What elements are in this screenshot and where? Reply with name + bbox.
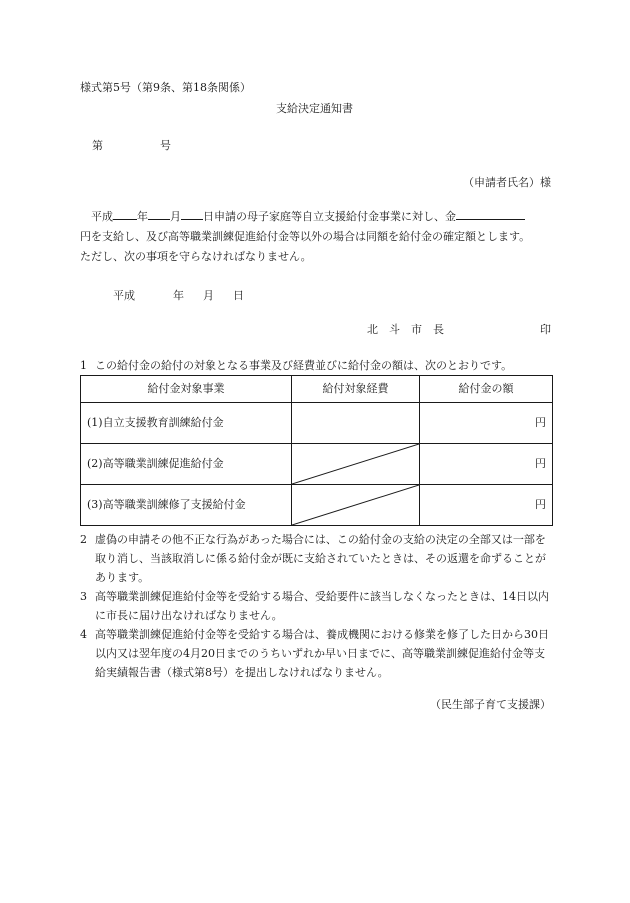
date-day: 日 — [233, 289, 244, 302]
row-1-business: (1)自立支援教育訓練給付金 — [81, 403, 292, 444]
item-1-number: 1 — [80, 359, 87, 372]
table-header-row — [81, 376, 553, 403]
number-suffix: 号 — [160, 139, 171, 152]
intro-line-2: 円を支給し、及び高等職業訓練促進給付金等以外の場合は同額を給付金の確定額とします。 — [80, 230, 531, 243]
addressee: （申請者氏名）様 — [463, 176, 551, 189]
date-era: 平成 — [113, 289, 135, 302]
month-blank — [148, 208, 170, 220]
seal-mark: 印 — [540, 323, 551, 336]
day-blank — [181, 208, 203, 220]
date-month: 月 — [203, 289, 214, 302]
note-item — [80, 587, 552, 625]
row-3-amount: 円 — [420, 485, 553, 526]
row-2-business: (2)高等職業訓練促進給付金 — [81, 444, 292, 485]
intro-month: 月 — [170, 210, 181, 223]
form-number: 様式第5号（第9条、第18条関係） — [80, 81, 251, 94]
note-2-text: 虚偽の申請その他不正な行為があった場合には、この給付金の支給の決定の全部又は一部を取り消し、当該取消しに係る給付金が既に支給されていたときは、その返還を命ずることがあります。 — [95, 533, 546, 584]
row-2-amount: 円 — [420, 444, 553, 485]
row-2-expense — [292, 444, 420, 485]
note-item — [80, 530, 552, 587]
table-row — [81, 485, 553, 526]
table-row — [81, 403, 553, 444]
note-2-number: 2 — [80, 533, 87, 546]
row-1-amount: 円 — [420, 403, 553, 444]
item-1-text: この給付金の給付の対象となる事業及び経費並びに給付金の額は、次のとおりです。 — [95, 359, 513, 372]
amount-blank — [456, 208, 525, 220]
benefit-table — [80, 375, 553, 526]
notes-list — [80, 530, 552, 682]
header-benefit-amount: 給付金の額 — [420, 376, 553, 403]
note-3-number: 3 — [80, 590, 87, 603]
note-3-text: 高等職業訓練促進給付金等を受給する場合、受給要件に該当しなくなったときは、14日以内に市長に届け出なければなりません。 — [95, 590, 549, 622]
issuer-name: 北 斗 市 長 — [367, 323, 444, 336]
note-4-number: 4 — [80, 628, 87, 641]
intro-era: 平成 — [91, 210, 113, 223]
row-3-business: (3)高等職業訓練修了支援給付金 — [81, 485, 292, 526]
intro-line-1 — [80, 207, 552, 227]
department: （民生部子育て支援課） — [430, 698, 551, 711]
header-target-business: 給付金対象事業 — [81, 376, 292, 403]
intro-paragraph — [80, 207, 552, 267]
number-prefix: 第 — [92, 139, 103, 152]
row-3-expense — [292, 485, 420, 526]
item-1 — [80, 359, 512, 372]
table-row — [81, 444, 553, 485]
row-1-expense — [292, 403, 420, 444]
note-4-text: 高等職業訓練促進給付金等を受給する場合は、養成機関における修業を修了した日から30日以内又は翌年度の4月20日までのうちいずれか早い日までに、高等職業訓練促進給付金等支給実績報告書（様式第8号）を提出しなければなりません。 — [95, 628, 549, 679]
year-blank — [113, 208, 137, 220]
intro-year: 年 — [137, 210, 148, 223]
intro-line-3: ただし、次の事項を守らなければなりません。 — [80, 250, 312, 263]
header-target-expense: 給付対象経費 — [292, 376, 420, 403]
intro-day-text: 日申請の母子家庭等自立支援給付金事業に対し、金 — [203, 210, 456, 223]
row-2-slash — [292, 444, 419, 484]
document-title: 支給決定通知書 — [276, 102, 353, 115]
note-item — [80, 625, 552, 682]
row-3-slash — [292, 485, 419, 525]
date-year: 年 — [173, 289, 184, 302]
